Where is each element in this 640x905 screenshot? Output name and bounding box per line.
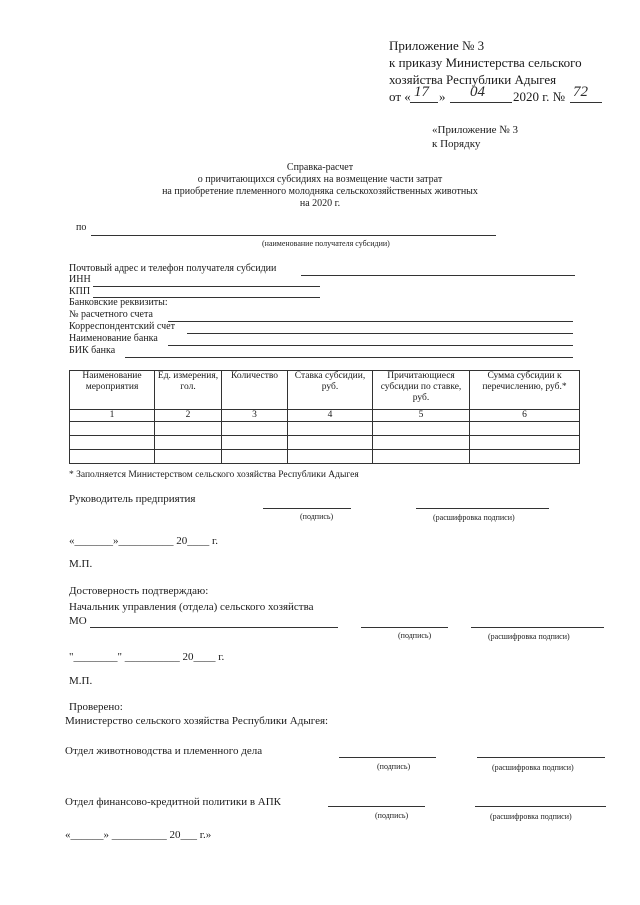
confirm-stamp: М.П. — [69, 675, 93, 687]
table-cell[interactable] — [155, 450, 222, 464]
col-header: Ед. измерения, гол. — [155, 371, 222, 410]
director-sign-caption: (подпись) — [300, 512, 334, 521]
col-number: 1 — [70, 410, 155, 422]
director-label: Руководитель предприятия — [69, 493, 196, 505]
subsidy-table — [69, 370, 580, 464]
col-header: Ставка субсидии, руб. — [288, 371, 373, 410]
order-day: 17 — [414, 84, 429, 100]
table-cell[interactable] — [222, 436, 288, 450]
recipient-line[interactable] — [91, 235, 496, 236]
col-header: Количество — [222, 371, 288, 410]
footnote: * Заполняется Министерством сельского хозяйства Республики Адыгея — [69, 470, 359, 480]
address-label: Почтовый адрес и телефон получателя субсидии — [69, 263, 277, 274]
confirm-date[interactable]: "________" __________ 20____ г. — [69, 651, 225, 663]
table-number-row — [70, 410, 580, 422]
confirm-label: Достоверность подтверждаю: — [69, 585, 209, 597]
doc-title: Справка-расчет — [286, 162, 354, 173]
livestock-decode-line[interactable] — [477, 757, 605, 758]
date-day-line — [410, 102, 438, 103]
checked-date[interactable]: «______» __________ 20___ г.» — [65, 829, 212, 841]
checked-label: Проверено: — [69, 701, 123, 713]
bik-label: БИК банка — [69, 345, 116, 356]
appendix-number: Приложение № 3 — [389, 38, 485, 53]
address-line[interactable] — [301, 275, 575, 276]
inn-line[interactable] — [93, 286, 320, 287]
order-date-mid: » — [439, 89, 446, 104]
confirm-mo: МО — [69, 615, 87, 627]
order-month: 04 — [470, 84, 485, 100]
table-cell[interactable] — [373, 422, 470, 436]
col-number: 5 — [373, 410, 470, 422]
table-header-row — [70, 371, 580, 410]
procedure-appendix: «Приложение № 3 — [432, 124, 519, 136]
date-month-line — [450, 102, 512, 103]
col-header: Сумма субсидии к перечислению, руб.* — [470, 371, 580, 410]
table-cell[interactable] — [470, 436, 580, 450]
doc-subtitle-1: о причитающихся субсидиях на возмещение части затрат — [197, 174, 443, 185]
table-cell[interactable] — [373, 436, 470, 450]
doc-subtitle-3: на 2020 г. — [299, 198, 341, 209]
order-number-line — [570, 102, 602, 103]
director-stamp: М.П. — [69, 558, 93, 570]
recipient-prefix: по — [76, 222, 87, 233]
finance-sign-caption: (подпись) — [375, 811, 409, 820]
table-cell[interactable] — [70, 422, 155, 436]
finance-decode-caption: (расшифровка подписи) — [490, 812, 572, 821]
director-sign-line[interactable] — [263, 508, 351, 509]
livestock-decode-caption: (расшифровка подписи) — [492, 763, 574, 772]
table-row — [70, 450, 580, 464]
table-cell[interactable] — [288, 436, 373, 450]
livestock-sign-line[interactable] — [339, 757, 436, 758]
table-cell[interactable] — [155, 436, 222, 450]
bank-name-label: Наименование банка — [69, 333, 158, 344]
col-header: Причитающиеся субсидии по ставке, руб. — [373, 371, 470, 410]
recipient-caption: (наименование получателя субсидии) — [262, 239, 390, 248]
table-cell[interactable] — [288, 422, 373, 436]
finance-sign-line[interactable] — [328, 806, 425, 807]
confirm-sign-line[interactable] — [361, 627, 448, 628]
col-number: 4 — [288, 410, 373, 422]
table-cell[interactable] — [222, 450, 288, 464]
director-decode-line[interactable] — [416, 508, 549, 509]
confirm-sign-caption: (подпись) — [398, 631, 432, 640]
mo-line[interactable] — [90, 627, 338, 628]
procedure-ref: к Порядку — [432, 138, 481, 150]
col-number: 6 — [470, 410, 580, 422]
order-number: 72 — [573, 84, 588, 100]
account-line[interactable] — [168, 321, 573, 322]
table-cell[interactable] — [470, 450, 580, 464]
account-label: № расчетного счета — [69, 309, 153, 320]
col-number: 2 — [155, 410, 222, 422]
confirm-decode-line[interactable] — [471, 627, 604, 628]
bank-details-label: Банковские реквизиты: — [69, 297, 168, 308]
bik-line[interactable] — [125, 357, 573, 358]
ministry-name: хозяйства Республики Адыгея — [389, 72, 557, 87]
order-year: 2020 г. № — [513, 89, 566, 104]
livestock-sign-caption: (подпись) — [377, 762, 411, 771]
livestock-dept-label: Отдел животноводства и племенного дела — [65, 745, 263, 757]
checked-ministry: Министерство сельского хозяйства Республики Адыгея: — [65, 715, 329, 727]
table-cell[interactable] — [288, 450, 373, 464]
director-decode-caption: (расшифровка подписи) — [433, 513, 515, 522]
finance-dept-label: Отдел финансово-кредитной политики в АПК — [65, 796, 282, 808]
finance-decode-line[interactable] — [475, 806, 606, 807]
corr-account-label: Корреспондентский счет — [69, 321, 175, 332]
bank-name-line[interactable] — [168, 345, 573, 346]
col-number: 3 — [222, 410, 288, 422]
table-cell[interactable] — [222, 422, 288, 436]
doc-subtitle-2: на приобретение племенного молодняка сельскохозяйственных животных — [162, 186, 478, 197]
confirm-official: Начальник управления (отдела) сельского хозяйства — [69, 601, 314, 613]
table-cell[interactable] — [70, 450, 155, 464]
kpp-label: КПП — [69, 286, 91, 297]
order-date-prefix: от « — [389, 89, 411, 104]
corr-account-line[interactable] — [187, 333, 573, 334]
table-cell[interactable] — [373, 450, 470, 464]
table-row — [70, 436, 580, 450]
col-header: Наименование мероприятия — [70, 371, 155, 410]
inn-label: ИНН — [69, 274, 91, 285]
order-reference: к приказу Министерства сельского — [389, 55, 582, 70]
table-cell[interactable] — [470, 422, 580, 436]
table-cell[interactable] — [70, 436, 155, 450]
table-row — [70, 422, 580, 436]
confirm-decode-caption: (расшифровка подписи) — [488, 632, 570, 641]
table-cell[interactable] — [155, 422, 222, 436]
director-date[interactable]: «_______»__________ 20____ г. — [69, 535, 219, 547]
